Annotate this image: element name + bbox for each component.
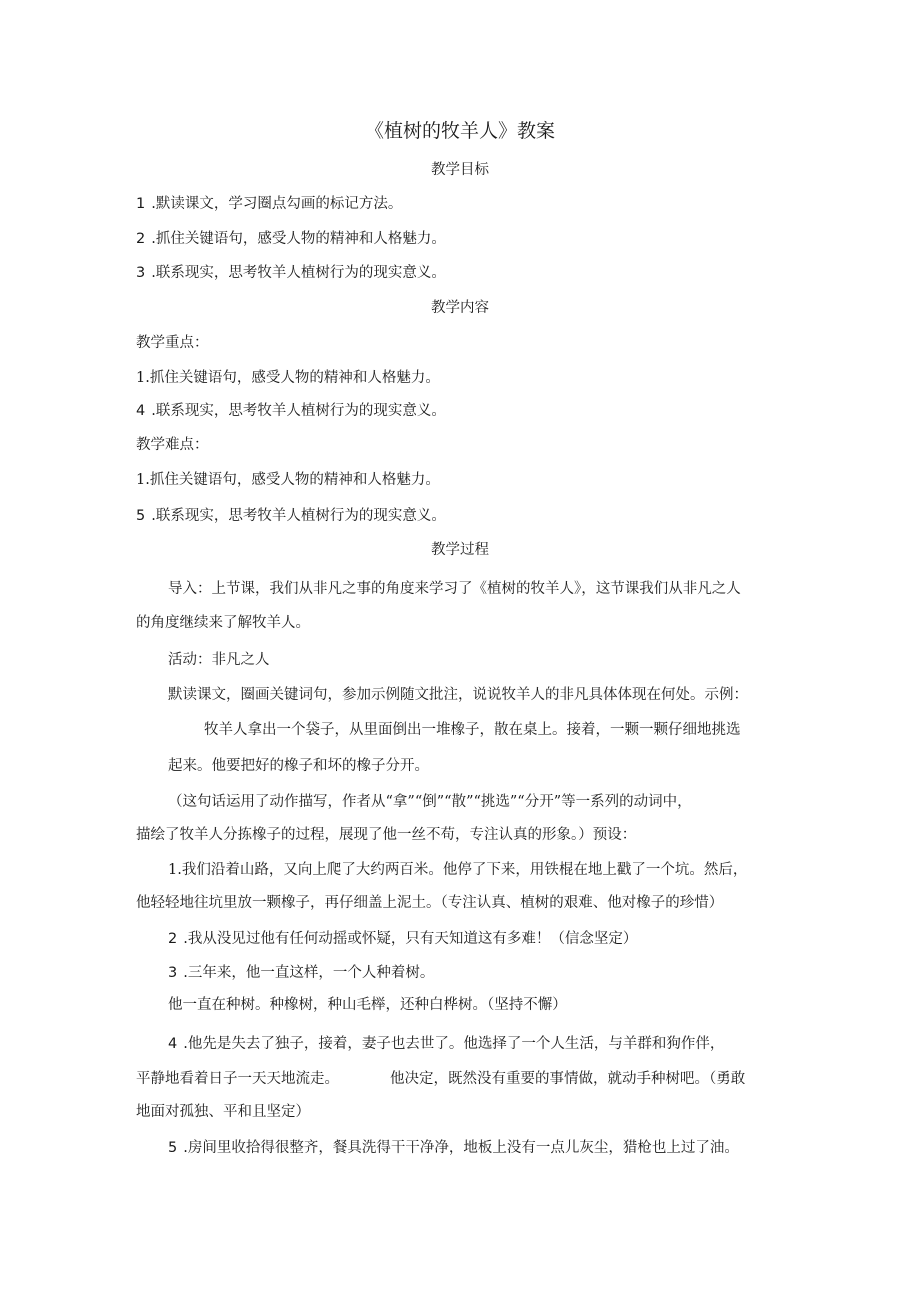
goal-item-2 <box>136 229 446 249</box>
preset-4-line-2b: 他决定，既然没有重要的事情做，就动手种树吧。（勇敢 <box>390 1071 746 1087</box>
annotation-line-2: 描绘了牧羊人分拣橡子的过程，展现了他一丝不苟，专注认真的形象。）预设： <box>136 827 637 843</box>
key-point-text: .联系现实，思考牧羊人植树行为的现实意义。 <box>151 403 446 419</box>
key-point-number: 4 <box>136 403 146 419</box>
goal-text: .默读课文，学习圈点勾画的标记方法。 <box>151 196 403 212</box>
preset-3-line-1 <box>168 963 434 983</box>
heading-process: 教学过程 <box>431 542 489 558</box>
difficult-point-item-1 <box>136 470 440 490</box>
goal-item-3 <box>136 263 446 283</box>
preset-1-line-2: 他轻轻地往坑里放一颗橡子，再仔细盖上泥土。（专注认真、植树的艰难、他对橡子的珍惜） <box>136 895 724 911</box>
document-title: 《植树的牧羊人》教案 <box>364 120 555 142</box>
goal-text: .抓住关键语句，感受人物的精神和人格魅力。 <box>151 231 446 247</box>
difficult-point-item-2 <box>136 506 446 526</box>
intro-line-2: 的角度继续来了解牧羊人。 <box>136 615 310 631</box>
activity-title: 活动：非凡之人 <box>168 652 270 668</box>
preset-4-line-1 <box>168 1034 724 1054</box>
preset-text: .三年来，他一直这样，一个人种着树。 <box>183 965 435 981</box>
difficult-point-text: 1.抓住关键语句，感受人物的精神和人格魅力。 <box>136 472 440 488</box>
preset-text: .他先是失去了独子，接着，妻子也去世了。他选择了一个人生活，与羊群和狗作伴， <box>183 1036 725 1052</box>
heading-content: 教学内容 <box>431 300 489 316</box>
heading-goals: 教学目标 <box>431 162 489 178</box>
preset-number: 2 <box>168 931 178 947</box>
preset-number: 4 <box>168 1036 178 1052</box>
difficult-point-number: 5 <box>136 508 146 524</box>
goal-number: 2 <box>136 231 146 247</box>
preset-number: 5 <box>168 1140 178 1156</box>
goal-text: .联系现实，思考牧羊人植树行为的现实意义。 <box>151 265 446 281</box>
preset-5 <box>168 1138 739 1158</box>
difficult-points-label: 教学难点： <box>136 437 209 453</box>
goal-number: 1 <box>136 196 146 212</box>
annotation-line-1: （这句话运用了动作描写，作者从“拿”“倒”“散”“挑选”“分开”等一系列的动词中， <box>168 794 692 810</box>
preset-4-line-2a: 平静地看着日子一天天地流走。 <box>136 1071 339 1087</box>
key-point-item-2 <box>136 401 446 421</box>
key-point-item-1 <box>136 368 440 388</box>
activity-instruction: 默读课文，圈画关键词句，参加示例随文批注，说说牧羊人的非凡具体体现在何处。示例： <box>168 687 748 703</box>
preset-2 <box>168 929 637 949</box>
goal-item-1 <box>136 194 402 214</box>
goal-number: 3 <box>136 265 146 281</box>
preset-3-line-2: 他一直在种树。种橡树，种山毛榉，还种白桦树。（坚持不懈） <box>168 997 567 1013</box>
example-quote-line-1: 牧羊人拿出一个袋子，从里面倒出一堆橡子，散在桌上。接着，一颗一颗仔细地挑选 <box>204 722 741 738</box>
preset-text: .房间里收拾得很整齐，餐具洗得干干净净，地板上没有一点儿灰尘，猎枪也上过了油。 <box>183 1140 739 1156</box>
intro-line-1: 导入：上节课，我们从非凡之事的角度来学习了《植树的牧羊人》，这节课我们从非凡之人 <box>168 581 741 597</box>
key-points-label: 教学重点： <box>136 335 209 351</box>
preset-1-line-1: 1.我们沿着山路，又向上爬了大约两百米。他停了下来，用铁棍在地上戳了一个坑。然后， <box>168 862 748 878</box>
example-quote-line-2: 起来。他要把好的橡子和坏的橡子分开。 <box>168 758 429 774</box>
preset-4-line-3: 地面对孤独、平和且坚定） <box>136 1104 310 1120</box>
preset-number: 3 <box>168 965 178 981</box>
key-point-text: 1.抓住关键语句，感受人物的精神和人格魅力。 <box>136 370 440 386</box>
preset-text: .我从没见过他有任何动摇或怀疑，只有天知道这有多难！（信念坚定） <box>183 931 638 947</box>
difficult-point-text: .联系现实，思考牧羊人植树行为的现实意义。 <box>151 508 446 524</box>
